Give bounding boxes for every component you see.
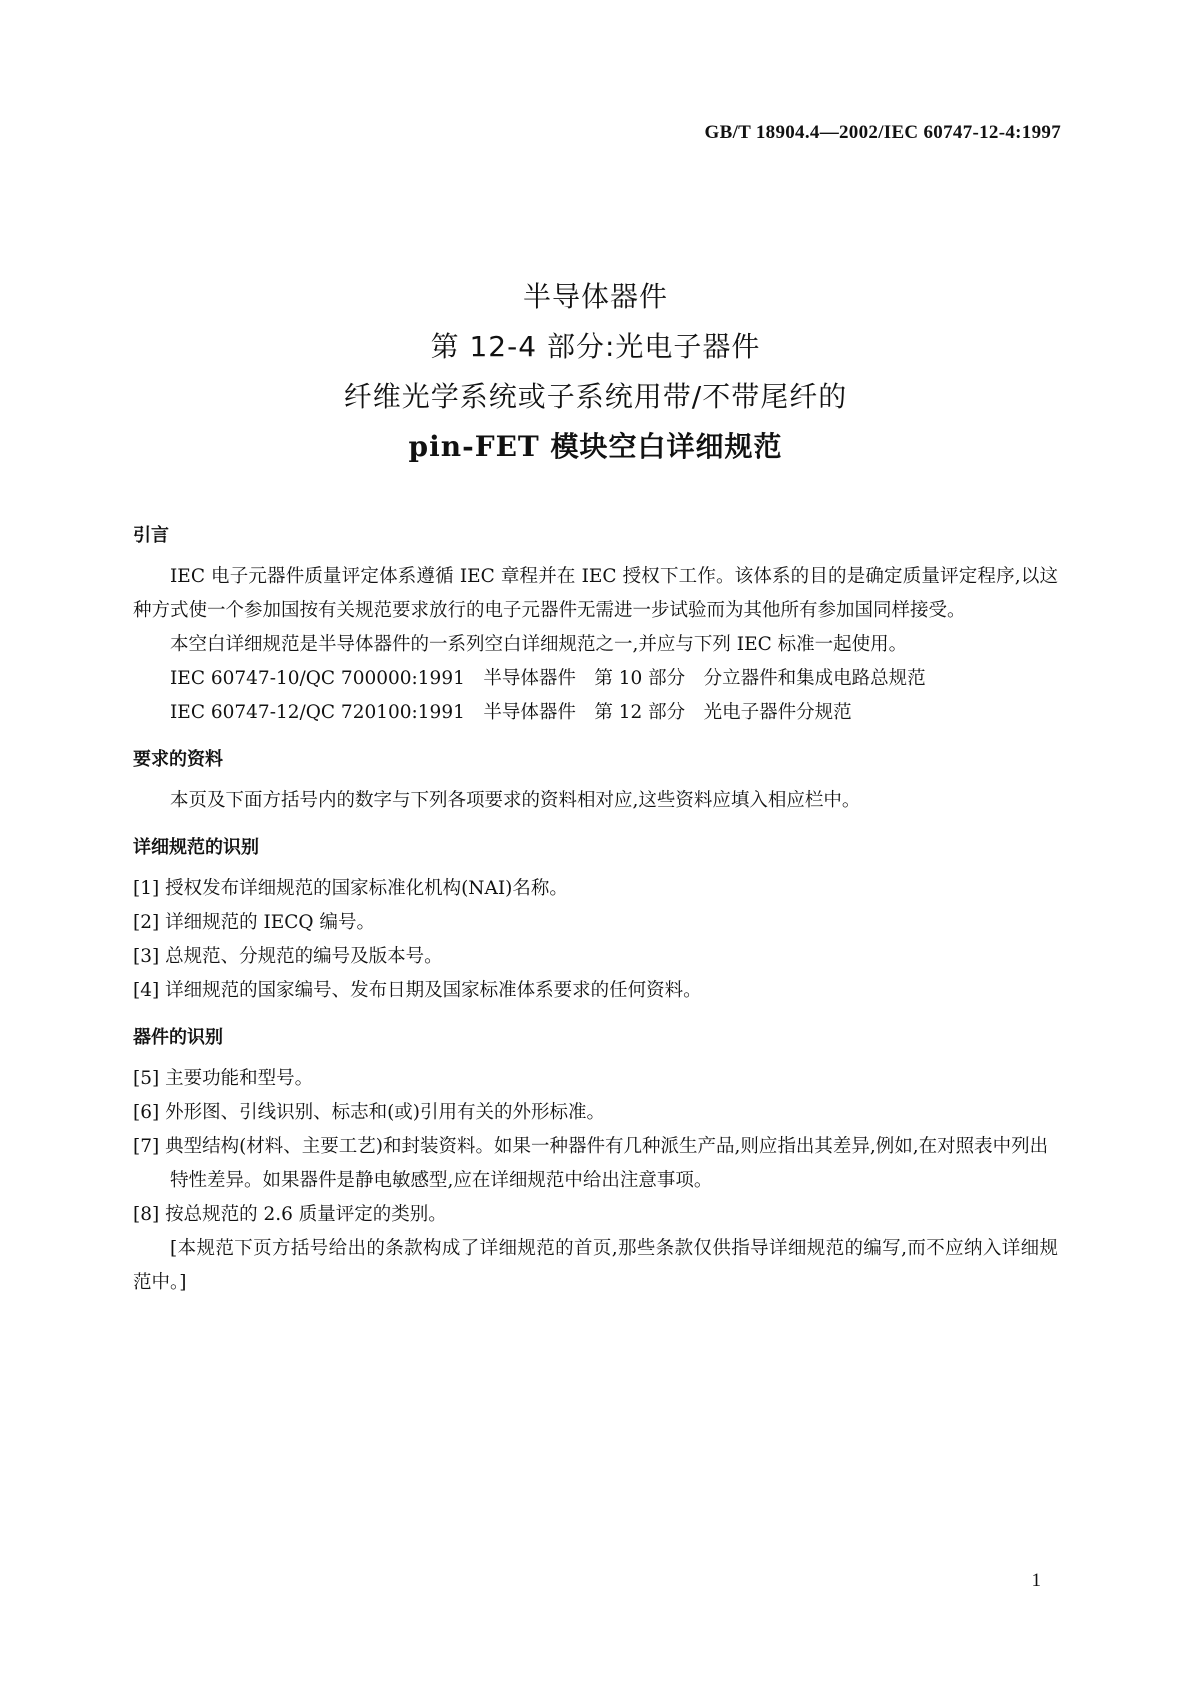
- spec-item-4: [4] 详细规范的国家编号、发布日期及国家标准体系要求的任何资料。: [133, 980, 702, 1001]
- document-body: [133, 518, 1058, 1300]
- title-line-1: 半导体器件: [522, 280, 668, 313]
- spec-item-2: [2] 详细规范的 IECQ 编号。: [133, 912, 375, 933]
- spec-identification-heading: 详细规范的识别: [133, 837, 259, 858]
- intro-paragraph-1: IEC 电子元器件质量评定体系遵循 IEC 章程并在 IEC 授权下工作。该体系的目的是确定质量评定程序,以这种方式使一个参加国按有关规范要求放行的电子元器件无需进一步试验而为其他所有参加国同样接受。: [133, 566, 1058, 621]
- required-info-heading: 要求的资料: [133, 749, 223, 770]
- device-identification-heading: 器件的识别: [133, 1027, 223, 1048]
- standard-code: GB/T 18904.4—2002/IEC 60747-12-4:1997: [704, 122, 1061, 143]
- title-line-2: 第 12-4 部分:光电子器件: [430, 330, 761, 363]
- intro-heading: 引言: [133, 525, 169, 546]
- intro-paragraph-2: 本空白详细规范是半导体器件的一系列空白详细规范之一,并应与下列 IEC 标准一起使用。: [170, 634, 908, 655]
- device-item-5: [5] 主要功能和型号。: [133, 1068, 314, 1089]
- device-item-7: [7] 典型结构(材料、主要工艺)和封装资料。如果一种器件有几种派生产品,则应指出其差异,例如,在对照表中列出特性差异。如果器件是静电敏感型,应在详细规范中给出注意事项。: [133, 1136, 1049, 1191]
- required-info-paragraph: 本页及下面方括号内的数字与下列各项要求的资料相对应,这些资料应填入相应栏中。: [170, 790, 861, 811]
- reference-line-2: IEC 60747-12/QC 720100:1991 半导体器件 第 12 部分 光电子器件分规范: [170, 702, 852, 723]
- reference-line-1: IEC 60747-10/QC 700000:1991 半导体器件 第 10 部分 分立器件和集成电路总规范: [170, 668, 926, 689]
- device-item-8: [8] 按总规范的 2.6 质量评定的类别。: [133, 1204, 447, 1225]
- title-line-3: 纤维光学系统或子系统用带/不带尾纤的: [343, 380, 848, 413]
- device-item-6: [6] 外形图、引线识别、标志和(或)引用有关的外形标准。: [133, 1102, 606, 1123]
- guidance-note: [本规范下页方括号给出的条款构成了详细规范的首页,那些条款仅供指导详细规范的编写,而不应纳入详细规范中。]: [133, 1238, 1058, 1293]
- page-number: 1: [1031, 1570, 1041, 1591]
- spec-item-1: [1] 授权发布详细规范的国家标准化机构(NAI)名称。: [133, 878, 568, 899]
- document-title: [0, 272, 1191, 472]
- title-line-4: pin-FET 模块空白详细规范: [408, 430, 783, 463]
- spec-item-3: [3] 总规范、分规范的编号及版本号。: [133, 946, 443, 967]
